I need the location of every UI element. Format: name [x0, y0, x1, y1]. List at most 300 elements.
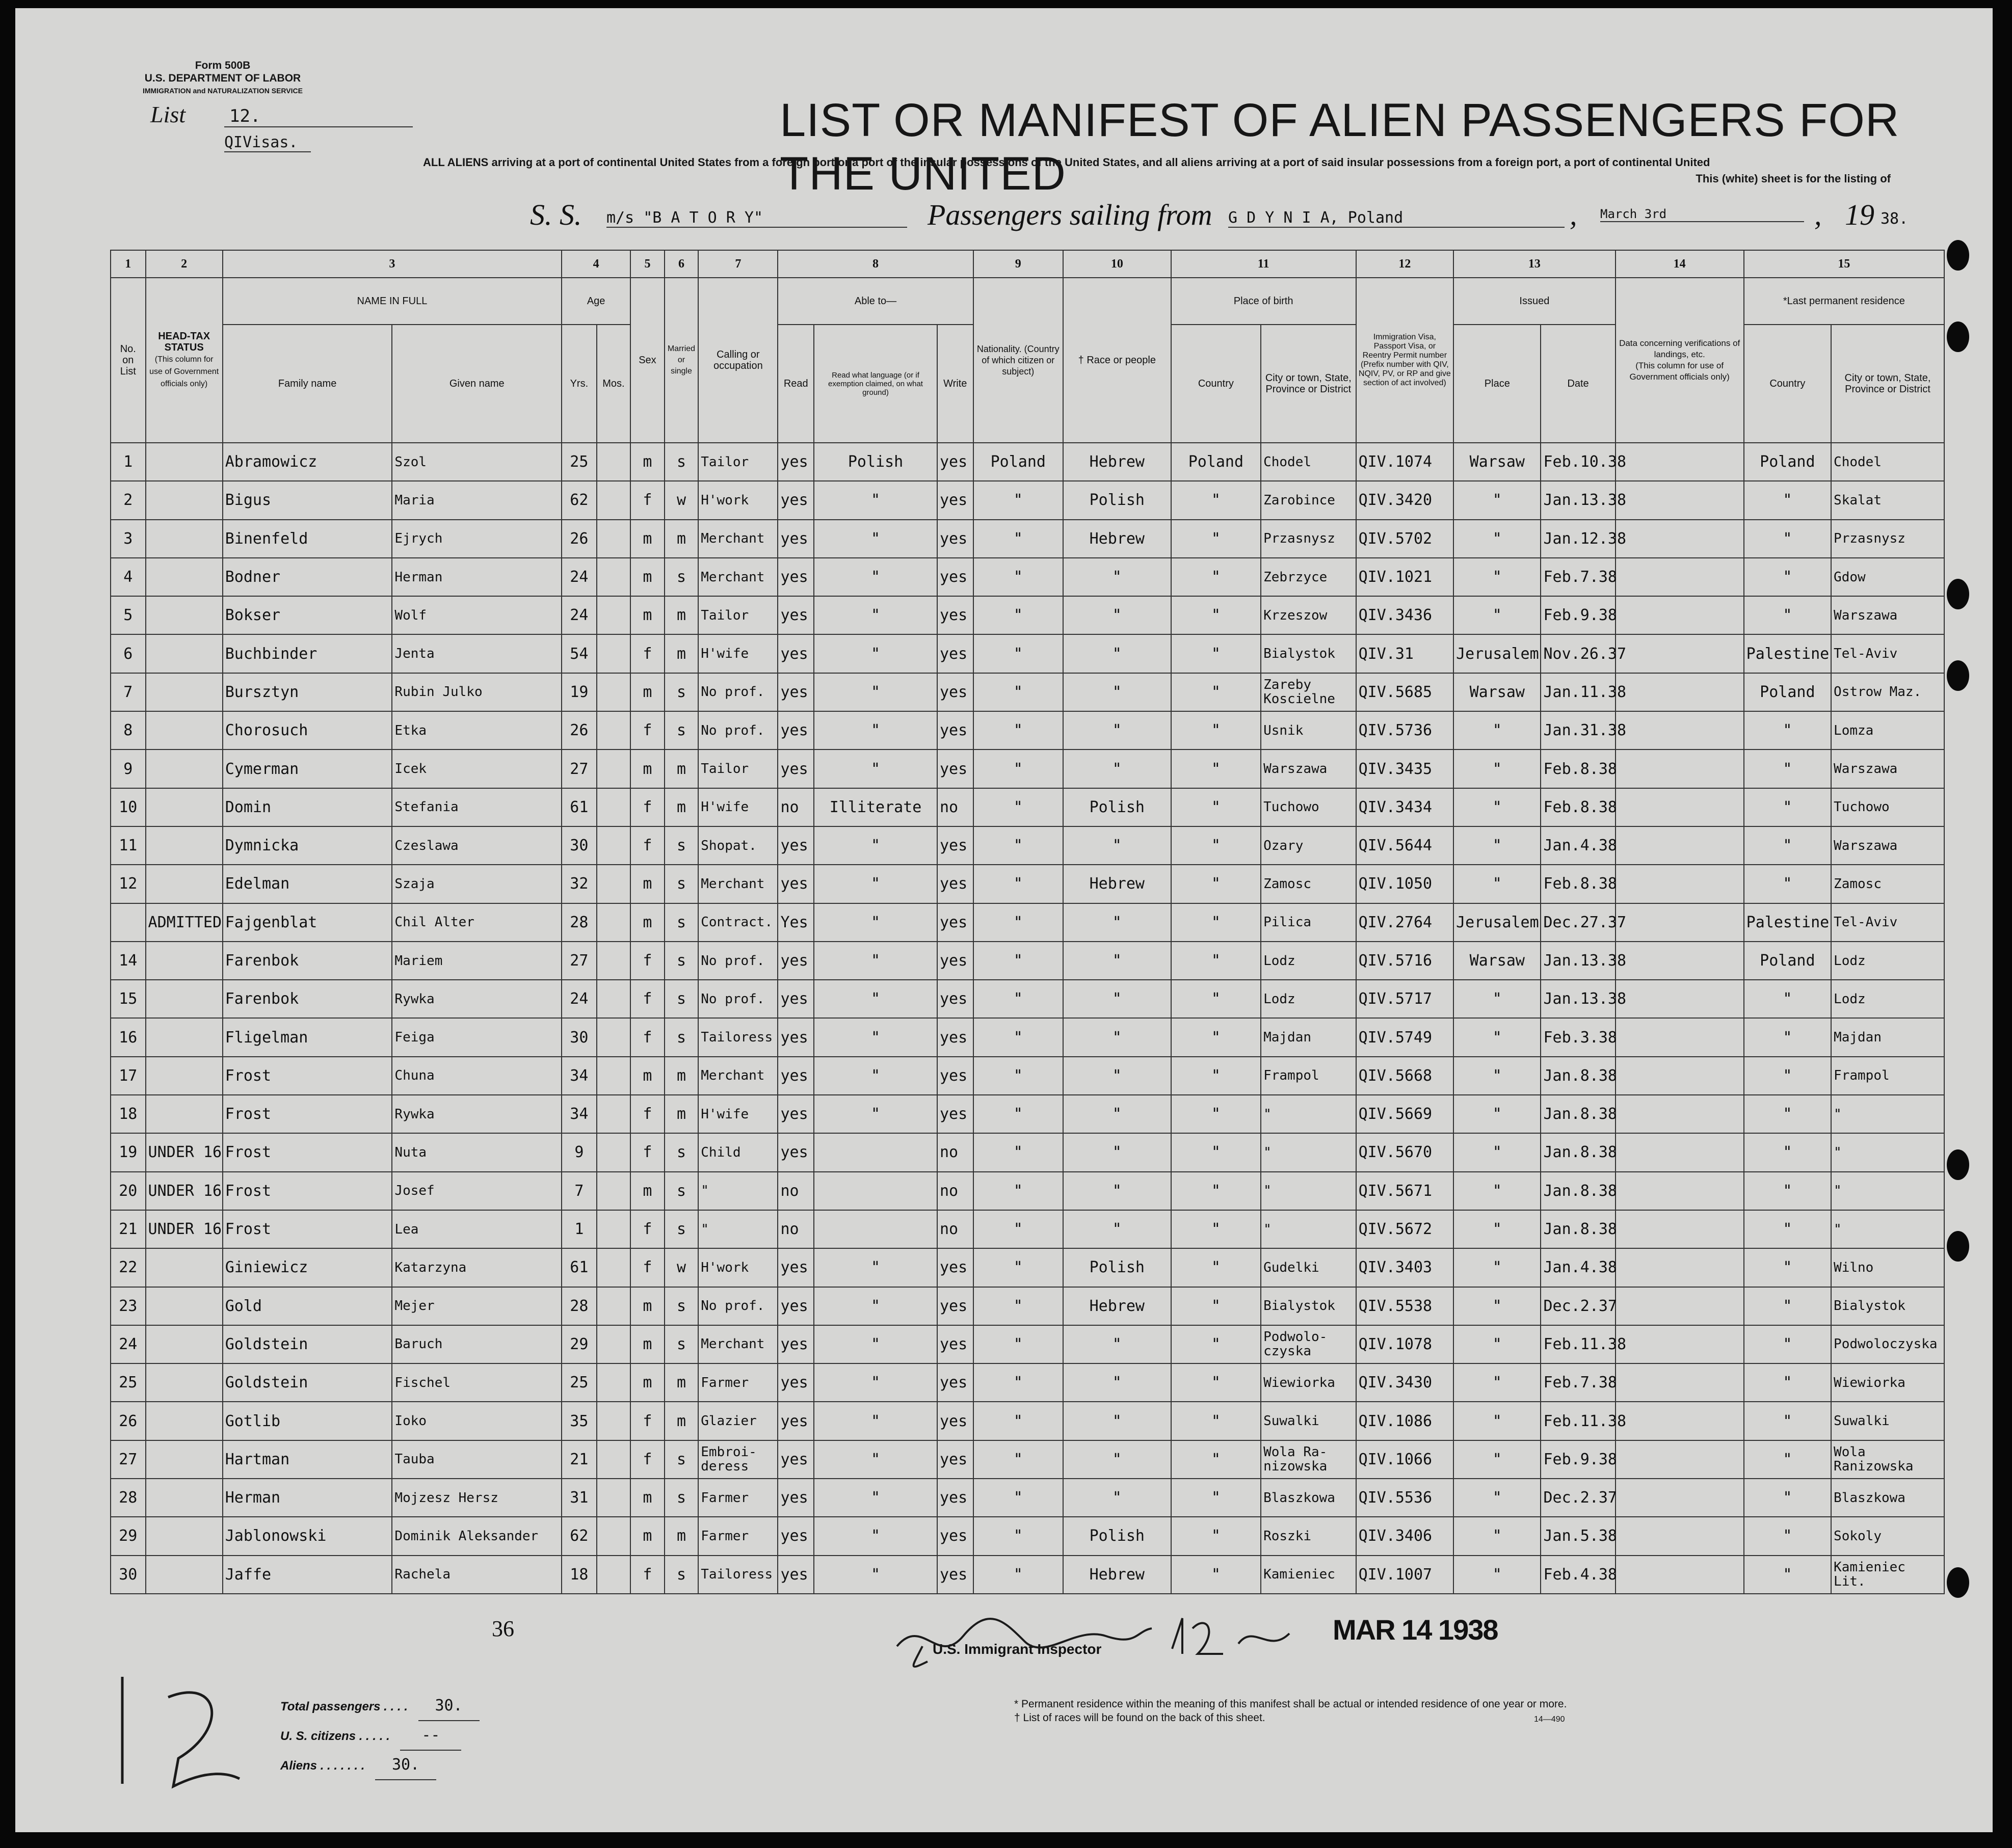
- cell-visa: QIV.31: [1356, 634, 1454, 673]
- cell-bcity: Krzeszow: [1261, 596, 1356, 634]
- cell-no: 12: [111, 865, 146, 903]
- cell-nat: ": [973, 1402, 1063, 1440]
- cell-read: yes: [778, 1095, 814, 1133]
- cell-rcountry: Poland: [1744, 942, 1831, 980]
- cell-verif: [1616, 1402, 1744, 1440]
- cell-occ: Merchant: [698, 558, 778, 596]
- cell-write: yes: [937, 1363, 973, 1402]
- cell-nat: ": [973, 711, 1063, 749]
- cell-rcity: Majdan: [1831, 1018, 1944, 1056]
- cell-read: yes: [778, 711, 814, 749]
- cell-ms: s: [665, 673, 699, 711]
- cell-mos: [597, 1057, 631, 1095]
- cell-lang: [814, 1172, 937, 1210]
- cell-given: Katarzyna: [392, 1248, 562, 1287]
- cell-lang: ": [814, 1095, 937, 1133]
- cell-read: yes: [778, 1057, 814, 1095]
- cell-given: Wolf: [392, 596, 562, 634]
- cell-lang: ": [814, 942, 937, 980]
- cell-rcity: Lodz: [1831, 980, 1944, 1018]
- cell-place: ": [1453, 481, 1541, 519]
- cell-visa: QIV.5538: [1356, 1287, 1454, 1325]
- cell-bcity: Zarobince: [1261, 481, 1356, 519]
- cell-occ: Tailor: [698, 596, 778, 634]
- table-row: [111, 673, 1944, 711]
- cell-ms: s: [665, 558, 699, 596]
- cell-tax: [146, 1095, 223, 1133]
- cell-lang: ": [814, 558, 937, 596]
- cell-idate: Dec.2.37: [1541, 1479, 1615, 1517]
- cell-bcountry: ": [1171, 673, 1261, 711]
- cell-age: 1: [562, 1210, 597, 1248]
- cell-tax: [146, 1248, 223, 1287]
- cell-ms: s: [665, 443, 699, 481]
- cell-bcity: Majdan: [1261, 1018, 1356, 1056]
- cell-bcountry: ": [1171, 1325, 1261, 1363]
- cell-place: ": [1453, 1325, 1541, 1363]
- cell-visa: QIV.5685: [1356, 673, 1454, 711]
- cell-write: yes: [937, 1248, 973, 1287]
- cell-idate: Feb.3.38: [1541, 1018, 1615, 1056]
- cell-bcountry: ": [1171, 826, 1261, 865]
- cell-given: Fischel: [392, 1363, 562, 1402]
- cell-occ: No prof.: [698, 980, 778, 1018]
- cell-occ: H'work: [698, 481, 778, 519]
- table-row: [111, 865, 1944, 903]
- cell-verif: [1616, 1057, 1744, 1095]
- cell-verif: [1616, 942, 1744, 980]
- cell-occ: ": [698, 1172, 778, 1210]
- cell-no: 1: [111, 443, 146, 481]
- cell-family: Bodner: [223, 558, 392, 596]
- cell-bcity: Lodz: [1261, 942, 1356, 980]
- cell-bcity: Suwalki: [1261, 1402, 1356, 1440]
- cell-nat: ": [973, 558, 1063, 596]
- cell-sex: m: [630, 1172, 665, 1210]
- cell-write: no: [937, 788, 973, 826]
- cell-lang: ": [814, 1517, 937, 1555]
- header-verification: Data concerning verifications of landings, etc. (This column for use of Government officials only): [1616, 278, 1744, 443]
- cell-age: 29: [562, 1325, 597, 1363]
- cell-nat: ": [973, 1248, 1063, 1287]
- cell-race: Hebrew: [1063, 1287, 1171, 1325]
- header-sex: Sex: [630, 278, 665, 443]
- cell-mos: [597, 1095, 631, 1133]
- cell-family: Farenbok: [223, 942, 392, 980]
- cell-ms: s: [665, 1210, 699, 1248]
- cell-rcity: Skalat: [1831, 481, 1944, 519]
- cell-rcity: Gdow: [1831, 558, 1944, 596]
- cell-family: Frost: [223, 1172, 392, 1210]
- cell-age: 24: [562, 558, 597, 596]
- cell-visa: QIV.1007: [1356, 1556, 1454, 1594]
- cell-tax: [146, 1556, 223, 1594]
- cell-nat: ": [973, 980, 1063, 1018]
- cell-rcity: ": [1831, 1210, 1944, 1248]
- cell-bcity: Wola Ra- nizowska: [1261, 1440, 1356, 1479]
- header-row-2: Family name Given name Yrs. Mos. Read Read what language (or if exemption claimed, on what ground) Write Country City or town, State, Province or District Place Date Country City or town, State, Province or District: [111, 325, 1944, 443]
- cell-mos: [597, 980, 631, 1018]
- cell-verif: [1616, 1556, 1744, 1594]
- cell-lang: ": [814, 865, 937, 903]
- cell-occ: H'wife: [698, 788, 778, 826]
- cell-rcountry: ": [1744, 558, 1831, 596]
- cell-read: yes: [778, 520, 814, 558]
- cell-lang: [814, 1210, 937, 1248]
- cell-rcountry: Palestine: [1744, 634, 1831, 673]
- cell-tax: [146, 1363, 223, 1402]
- cell-place: ": [1453, 1440, 1541, 1479]
- visa-type: QIVisas.: [224, 133, 311, 152]
- cell-place: ": [1453, 1517, 1541, 1555]
- cell-write: yes: [937, 1057, 973, 1095]
- cell-occ: Embroi- deress: [698, 1440, 778, 1479]
- cell-bcountry: ": [1171, 1402, 1261, 1440]
- table-row: [111, 1325, 1944, 1363]
- cell-nat: ": [973, 1210, 1063, 1248]
- cell-sex: f: [630, 1402, 665, 1440]
- cell-place: Jerusalem: [1453, 634, 1541, 673]
- cell-given: Mariem: [392, 942, 562, 980]
- cell-mos: [597, 711, 631, 749]
- cell-race: Polish: [1063, 1517, 1171, 1555]
- cell-ms: s: [665, 1018, 699, 1056]
- cell-mos: [597, 942, 631, 980]
- table-row: [111, 903, 1944, 942]
- cell-family: Bokser: [223, 596, 392, 634]
- cell-occ: Merchant: [698, 865, 778, 903]
- cell-place: ": [1453, 1248, 1541, 1287]
- cell-bcity: Usnik: [1261, 711, 1356, 749]
- cell-write: no: [937, 1133, 973, 1171]
- cell-family: Frost: [223, 1057, 392, 1095]
- cell-tax: UNDER 16: [146, 1210, 223, 1248]
- cell-place: Jerusalem: [1453, 903, 1541, 942]
- cell-verif: [1616, 1517, 1744, 1555]
- cell-age: 61: [562, 788, 597, 826]
- cell-idate: Feb.8.38: [1541, 788, 1615, 826]
- cell-rcountry: ": [1744, 826, 1831, 865]
- page-title: LIST OR MANIFEST OF ALIEN PASSENGERS FOR THE UNITED: [780, 94, 1900, 200]
- cell-verif: [1616, 1172, 1744, 1210]
- cell-write: yes: [937, 673, 973, 711]
- cell-race: ": [1063, 942, 1171, 980]
- cell-race: ": [1063, 711, 1171, 749]
- cell-visa: QIV.5717: [1356, 980, 1454, 1018]
- cell-lang: ": [814, 980, 937, 1018]
- cell-race: Hebrew: [1063, 865, 1171, 903]
- cell-rcity: ": [1831, 1133, 1944, 1171]
- cell-write: yes: [937, 558, 973, 596]
- cell-place: ": [1453, 711, 1541, 749]
- cell-idate: Feb.9.38: [1541, 596, 1615, 634]
- cell-verif: [1616, 980, 1744, 1018]
- cell-given: Czeslawa: [392, 826, 562, 865]
- header-residence: *Last permanent residence: [1744, 278, 1944, 325]
- cell-rcity: Warszawa: [1831, 749, 1944, 788]
- cell-verif: [1616, 749, 1744, 788]
- cell-age: 18: [562, 1556, 597, 1594]
- cell-write: yes: [937, 1440, 973, 1479]
- cell-write: yes: [937, 711, 973, 749]
- cell-idate: Jan.13.38: [1541, 980, 1615, 1018]
- cell-rcountry: Palestine: [1744, 903, 1831, 942]
- cell-bcountry: ": [1171, 481, 1261, 519]
- table-row: [111, 1556, 1944, 1594]
- cell-visa: QIV.3435: [1356, 749, 1454, 788]
- cell-place: Warsaw: [1453, 443, 1541, 481]
- cell-race: ": [1063, 1363, 1171, 1402]
- cell-bcountry: ": [1171, 749, 1261, 788]
- cell-idate: Dec.2.37: [1541, 1287, 1615, 1325]
- cell-tax: [146, 673, 223, 711]
- cell-write: yes: [937, 942, 973, 980]
- cell-visa: QIV.3406: [1356, 1517, 1454, 1555]
- header-birth: Place of birth: [1171, 278, 1356, 325]
- cell-read: yes: [778, 1248, 814, 1287]
- date-stamp: MAR 14 1938: [1333, 1614, 1498, 1646]
- ship-name: m/s "B A T O R Y": [606, 209, 907, 228]
- cell-idate: Jan.4.38: [1541, 826, 1615, 865]
- cell-tax: UNDER 16: [146, 1133, 223, 1171]
- cell-age: 61: [562, 1248, 597, 1287]
- cell-rcity: Tel-Aviv: [1831, 903, 1944, 942]
- cell-visa: QIV.5672: [1356, 1210, 1454, 1248]
- column-number-row: 1 2 3 4 5 6 7 8 9 10 11 12 13 14 15: [111, 250, 1944, 278]
- cell-ms: s: [665, 1479, 699, 1517]
- cell-nat: ": [973, 903, 1063, 942]
- cell-no: 18: [111, 1095, 146, 1133]
- aliens-count: 30.: [375, 1751, 436, 1780]
- cell-verif: [1616, 520, 1744, 558]
- cell-family: Frost: [223, 1095, 392, 1133]
- cell-rcountry: ": [1744, 711, 1831, 749]
- cell-bcountry: ": [1171, 980, 1261, 1018]
- cell-tax: [146, 1402, 223, 1440]
- cell-mos: [597, 1287, 631, 1325]
- cell-age: 30: [562, 1018, 597, 1056]
- cell-idate: Jan.13.38: [1541, 481, 1615, 519]
- cell-sex: m: [630, 443, 665, 481]
- cell-nat: ": [973, 749, 1063, 788]
- cell-write: yes: [937, 596, 973, 634]
- cell-family: Bigus: [223, 481, 392, 519]
- cell-bcity: Chodel: [1261, 443, 1356, 481]
- cell-race: Polish: [1063, 1248, 1171, 1287]
- cell-sex: f: [630, 1556, 665, 1594]
- header-able: Able to—: [778, 278, 973, 325]
- cell-sex: m: [630, 673, 665, 711]
- cell-family: Herman: [223, 1479, 392, 1517]
- header-age: Age: [562, 278, 630, 325]
- cell-rcity: Blaszkowa: [1831, 1479, 1944, 1517]
- cell-sex: f: [630, 826, 665, 865]
- cell-bcity: Zareby Koscielne: [1261, 673, 1356, 711]
- cell-tax: [146, 520, 223, 558]
- cell-tax: [146, 443, 223, 481]
- cell-place: ": [1453, 980, 1541, 1018]
- cell-bcity: Blaszkowa: [1261, 1479, 1356, 1517]
- cell-idate: Feb.9.38: [1541, 1440, 1615, 1479]
- cell-ms: m: [665, 1057, 699, 1095]
- header-race: † Race or people: [1063, 278, 1171, 443]
- cell-nat: ": [973, 673, 1063, 711]
- cell-age: 35: [562, 1402, 597, 1440]
- cell-bcity: Kamieniec: [1261, 1556, 1356, 1594]
- cell-nat: ": [973, 1440, 1063, 1479]
- year: 38.: [1881, 210, 1909, 228]
- cell-family: Goldstein: [223, 1363, 392, 1402]
- cell-race: ": [1063, 1018, 1171, 1056]
- cell-visa: QIV.3436: [1356, 596, 1454, 634]
- cell-mos: [597, 673, 631, 711]
- cell-rcity: Lodz: [1831, 942, 1944, 980]
- cell-lang: ": [814, 826, 937, 865]
- cell-mos: [597, 1172, 631, 1210]
- cell-nat: ": [973, 596, 1063, 634]
- cell-lang: ": [814, 1479, 937, 1517]
- cell-occ: No prof.: [698, 711, 778, 749]
- cell-nat: ": [973, 1556, 1063, 1594]
- cell-read: no: [778, 1210, 814, 1248]
- inspector-signature: [892, 1611, 1157, 1672]
- cell-place: ": [1453, 1363, 1541, 1402]
- cell-ms: m: [665, 1095, 699, 1133]
- cell-verif: [1616, 596, 1744, 634]
- cell-ms: m: [665, 634, 699, 673]
- inspector-label: U.S. Immigrant Inspector: [933, 1641, 1102, 1657]
- cell-verif: [1616, 1325, 1744, 1363]
- cell-write: yes: [937, 634, 973, 673]
- cell-visa: QIV.2764: [1356, 903, 1454, 942]
- cell-bcountry: ": [1171, 942, 1261, 980]
- cell-rcountry: ": [1744, 749, 1831, 788]
- cell-race: ": [1063, 1210, 1171, 1248]
- cell-verif: [1616, 673, 1744, 711]
- cell-nat: ": [973, 520, 1063, 558]
- cell-given: Baruch: [392, 1325, 562, 1363]
- cell-verif: [1616, 865, 1744, 903]
- cell-verif: [1616, 634, 1744, 673]
- cell-rcountry: ": [1744, 1095, 1831, 1133]
- cell-rcountry: ": [1744, 980, 1831, 1018]
- cell-given: Chil Alter: [392, 903, 562, 942]
- cell-bcountry: ": [1171, 1556, 1261, 1594]
- cell-occ: Merchant: [698, 520, 778, 558]
- manifest-sheet: [15, 8, 1993, 1832]
- cell-bcity: ": [1261, 1095, 1356, 1133]
- cell-given: Jenta: [392, 634, 562, 673]
- cell-verif: [1616, 1363, 1744, 1402]
- cell-no: 24: [111, 1325, 146, 1363]
- cell-place: ": [1453, 1287, 1541, 1325]
- cell-mos: [597, 520, 631, 558]
- cell-lang: ": [814, 1018, 937, 1056]
- cell-no: 3: [111, 520, 146, 558]
- cell-place: ": [1453, 749, 1541, 788]
- cell-sex: f: [630, 980, 665, 1018]
- cell-tax: [146, 634, 223, 673]
- table-row: [111, 1210, 1944, 1248]
- cell-sex: m: [630, 749, 665, 788]
- cell-bcountry: ": [1171, 1363, 1261, 1402]
- cell-sex: m: [630, 1057, 665, 1095]
- cell-given: Feiga: [392, 1018, 562, 1056]
- cell-given: Chuna: [392, 1057, 562, 1095]
- cell-read: yes: [778, 980, 814, 1018]
- cell-race: Hebrew: [1063, 443, 1171, 481]
- table-row: [111, 1517, 1944, 1555]
- cell-rcity: Tel-Aviv: [1831, 634, 1944, 673]
- cell-visa: QIV.1074: [1356, 443, 1454, 481]
- cell-verif: [1616, 1210, 1744, 1248]
- cell-rcountry: ": [1744, 1018, 1831, 1056]
- cell-verif: [1616, 1440, 1744, 1479]
- cell-bcity: Tuchowo: [1261, 788, 1356, 826]
- cell-ms: s: [665, 1172, 699, 1210]
- cell-idate: Nov.26.37: [1541, 634, 1615, 673]
- cell-bcountry: ": [1171, 1095, 1261, 1133]
- cell-sex: f: [630, 1440, 665, 1479]
- table-row: [111, 520, 1944, 558]
- cell-bcity: ": [1261, 1172, 1356, 1210]
- cell-bcountry: Poland: [1171, 443, 1261, 481]
- totals-block: Total passengers . . . . 30. U. S. citizens . . . . . -- Aliens . . . . . . . 30.: [280, 1692, 480, 1780]
- cell-race: ": [1063, 1479, 1171, 1517]
- cell-ms: s: [665, 865, 699, 903]
- cell-age: 26: [562, 520, 597, 558]
- cell-rcountry: ": [1744, 788, 1831, 826]
- cell-mos: [597, 826, 631, 865]
- cell-place: ": [1453, 1402, 1541, 1440]
- cell-age: 7: [562, 1172, 597, 1210]
- cell-family: Bursztyn: [223, 673, 392, 711]
- cell-given: Ejrych: [392, 520, 562, 558]
- cell-read: no: [778, 1172, 814, 1210]
- cell-no: 14: [111, 942, 146, 980]
- cell-nat: ": [973, 1057, 1063, 1095]
- cell-verif: [1616, 1248, 1744, 1287]
- cell-family: Jablonowski: [223, 1517, 392, 1555]
- cell-race: Polish: [1063, 481, 1171, 519]
- cell-race: ": [1063, 634, 1171, 673]
- cell-mos: [597, 1325, 631, 1363]
- cell-sex: f: [630, 1210, 665, 1248]
- voyage-line: S. S. m/s "B A T O R Y" Passengers sailing from G D Y N I A, Poland , March 3rd , 19 38.: [530, 198, 1909, 231]
- cell-family: Abramowicz: [223, 443, 392, 481]
- cell-visa: QIV.5670: [1356, 1133, 1454, 1171]
- cell-no: 30: [111, 1556, 146, 1594]
- cell-age: 26: [562, 711, 597, 749]
- cell-idate: Jan.8.38: [1541, 1133, 1615, 1171]
- cell-rcountry: ": [1744, 1133, 1831, 1171]
- cell-family: Fligelman: [223, 1018, 392, 1056]
- cell-visa: QIV.5644: [1356, 826, 1454, 865]
- cell-given: Maria: [392, 481, 562, 519]
- list-label: List: [150, 101, 186, 127]
- cell-bcity: ": [1261, 1133, 1356, 1171]
- cell-family: Binenfeld: [223, 520, 392, 558]
- cell-bcountry: ": [1171, 1210, 1261, 1248]
- cell-occ: Child: [698, 1133, 778, 1171]
- cell-age: 27: [562, 942, 597, 980]
- cell-rcity: Lomza: [1831, 711, 1944, 749]
- cell-bcountry: ": [1171, 1172, 1261, 1210]
- cell-sex: m: [630, 520, 665, 558]
- cell-tax: [146, 1325, 223, 1363]
- cell-idate: Jan.12.38: [1541, 520, 1615, 558]
- cell-ms: s: [665, 711, 699, 749]
